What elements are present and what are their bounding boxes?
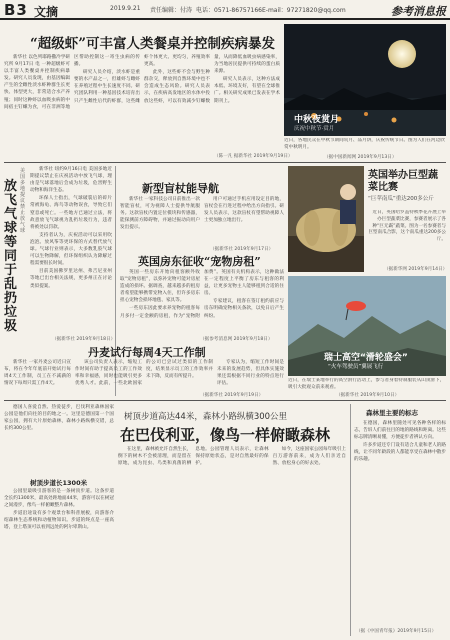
headline-pet-rent: 英国房东征收“宠物房租” xyxy=(138,255,261,268)
headline-tree-main: 在巴伐利亚，像鸟一样俯瞰森林 xyxy=(120,426,331,444)
photo-swiss-subtitle: “火车驾驶员”翼展飞行 xyxy=(328,364,384,370)
paragraph: 该公司负责人表示，缩短工作时间有助于提高员工的工作效率和幸福感，同时也能吸引更多优秀人才。此前，一些北欧国家的公司已尝试过类似的工作制度，结果显示员工的工作效率并未下降，反而有所提升。 xyxy=(75,360,213,387)
article-tree-body-1 xyxy=(4,488,114,638)
headline-superbug: “超级虾”可丰富人类餐桌并控制疾病暴发 xyxy=(30,36,276,52)
byline-vegetable: （据新华网 2019年9月14日） xyxy=(384,267,448,272)
paragraph: 新华社 纽约9月16日电 美国多地近期提议禁止在庆祝活动中放飞气球，理由是气球落地后会成为垃圾，危害野生动物和海洋生态。 xyxy=(30,167,112,194)
masthead-logo: 参考消息报 xyxy=(391,5,446,18)
byline-balloon: （据新华社 2019年9月18日） xyxy=(52,337,116,342)
headline-balloon: 放飞气球等同于乱扔垃圾 xyxy=(4,179,18,334)
paragraph: 一些房东因此要求养宠物的租客每月多付一定金额的房租，作为“宠物附加费”。英国有关机构表示，这种做法在一定程度上平衡了房东与租客的利益，让更多宠物主人能够租到合适的住房。 xyxy=(120,270,284,319)
byline-fourday: （据新华社 2019年9月19日） xyxy=(200,393,264,398)
side-title: 森林里主要的标志 xyxy=(366,409,418,417)
paragraph: 此外，这些虾不会与野生种群杂交，释放到自然环境中也不会造成生态风险。研究人员表示，在疾病高发地区的水体中投放这些虾，可以有效减少钉螺数量，从而降低血吸虫病感染率，为当地居民提供可持续的蛋白质来源。 xyxy=(144,55,280,104)
photo-swiss xyxy=(288,276,446,376)
paragraph: 新华社 一家丹麦公司近日宣布，将在今年年底前开始试行每周4天工作制，员工在不减薪的情况下每周只需工作4天。 xyxy=(4,360,71,387)
subheadline-balloon: 美国多地提议禁止放气球 xyxy=(20,168,26,234)
article-tree-side-body xyxy=(354,420,446,626)
paragraph: 在这里，森林被允许自然生长，倒下的树木不会被清理，而是留在原地，成为昆虫、鸟类和真菌的栖息地。公园管理人员表示，让森林保持原始状态，是对自然最好的保护。 xyxy=(118,447,269,467)
byline-superbug: （陈一凡 据新华社 2019年9月19日） xyxy=(214,154,293,159)
section-label-tree: 树顶步道长1300米 xyxy=(30,479,88,487)
paragraph: 用户可通过手机应用设定目的地，盲杖会在行进过程中给出方向指引。研发人员表示，这款盲杖有望帮助视障人士更加独立地出行。 xyxy=(204,197,284,224)
paragraph: 环保人士指出，气球破裂后的碎片常被海龟、海鸟等动物误食，导致它们窒息或死亡。一些地方已通过立法，将故意放飞气球视为乱扔垃圾行为，违者将被处以罚款。 xyxy=(30,196,112,230)
page-code: B3 xyxy=(4,1,28,19)
paragraph: 英国一些房东开始向租客额外收取“宠物房租”，以弥补宠物可能对房屋造成的损坏。据调查，越来越多的租房者希望能够携带宠物入住，但许多房东担心宠物会损坏地毯、家具等。 xyxy=(120,270,200,304)
subheadline-vegetable: “巨苹南瓜”重达200多公斤 xyxy=(368,196,434,202)
paragraph: 专家建议，租客在签订租约前应与房东明确宠物相关条款，以免日后产生纠纷。 xyxy=(204,299,284,319)
photo-moon-subtitle: 庆祝中秋节·赏月 xyxy=(294,126,335,132)
byline-cane: （据新华社 2019年9月17日） xyxy=(210,247,274,252)
article-balloon-body xyxy=(30,166,112,334)
paragraph: 步道沿途设有多个观景台和科普展板，向游客介绍森林生态系统和动植物知识。步道的终点是一座高塔，登上塔顶可以看到远处的阿尔卑斯山。 xyxy=(4,511,114,531)
editor: 责任编辑：付涛 xyxy=(150,7,193,14)
paragraph: 研究人员介绍，淡水虾是重要的水产品之一，但雄虾与雌虾在养殖过程中生长速度不同。研究团队利用一种基因技术培育出只产生雌性后代的虾群，这些雌虾个体更大、更均匀，养殖效率更高。 xyxy=(74,55,210,104)
column-divider xyxy=(350,404,351,636)
photo-moon xyxy=(284,24,446,136)
article-cane-body xyxy=(120,196,284,244)
giant-pumpkin-image xyxy=(288,166,364,272)
paragraph: 支持者认为，庆祝活动可以采用吹泡泡、放风筝等更环保的方式替代放气球。气球行业则表示，大多数乳胶气球可以生物降解，但环保组织认为降解过程需要很长时间。 xyxy=(30,232,112,267)
paragraph: 专家认为，缩短工作时间是未来的发展趋势，但具体实施效果还需根据不同行业的特点进行评估。 xyxy=(217,360,284,387)
paragraph: 研究人员表示，这种方法成本低、环境友好，有望在全球推广。相关研究成果已发表在学术期刊上。 xyxy=(214,77,280,104)
issue-date: 2019.9.21 xyxy=(110,5,141,12)
divider xyxy=(4,162,446,163)
article-superbug-body xyxy=(4,54,280,158)
headline-fourday: 丹麦试行每周4天工作制 xyxy=(88,346,206,359)
paragraph: 许多步道还专门设有适合儿童和老人的路线，让不同年龄段的人都能享受在森林中散步的乐趣。 xyxy=(354,443,446,463)
caption-moon: 近日，各地民众在中秋节期间赏月、品月饼，庆祝传统节日。图为人们在河边欣赏中秋明月。 xyxy=(284,138,445,150)
photo-vegetable xyxy=(288,166,364,272)
byline-swiss: （据新华社 2019年9月10日） xyxy=(336,393,400,398)
paragraph: 新华社 一家科技公司日前推出一款智能盲杖，可为视障人士提供导航服务。这款盲杖内置定位模块和传感器，能探测前方障碍物，并通过振动向用户发出提示。 xyxy=(120,197,200,231)
headline-cane: 新型盲杖能导航 xyxy=(142,182,219,195)
paragraph: 目前美国佛罗里达州、弗吉尼亚州等地已出台相关法规，更多州正在讨论类似提案。 xyxy=(30,269,112,289)
byline-moon: （据中国新闻网 2019年9月13日） xyxy=(324,155,397,160)
paragraph: 如今，这座国家公园每年吸引上百万游客前来，成为人们亲近自然、放松身心的好去处。 xyxy=(272,447,346,467)
byline-tree: （据《中国青年报》2019年9月15日） xyxy=(356,629,437,634)
article-tree-body-2 xyxy=(118,446,346,636)
headline-vegetable xyxy=(368,170,446,194)
headline-tree-upper: 树顶步道高达44米，森林小路纵横300公里 xyxy=(124,412,288,422)
photo-swiss-title: 瑞士高空“滑轮盛会” xyxy=(324,353,408,363)
paragraph: 在德国，森林里随处可见各种各样的标志，告诉人们前往目的地的路线和距离。这些标志牌清晰易懂，方便徒步者辨认方向。 xyxy=(354,421,446,441)
article-pet-rent-body xyxy=(120,269,284,335)
divider xyxy=(4,400,446,401)
section-name: 文摘 xyxy=(34,5,59,19)
page-header xyxy=(0,0,450,20)
phone: 电话：0571-86757166 xyxy=(196,7,262,14)
paragraph: 新华社 以色列耶路撒冷学研究所 9月17日 电 一种超级虾可以丰富人类餐桌并控制疾病暴发。研究人员发现，由基因编辑产生的全雌性淡水虾种群生长更快、体型更大，非常适合水产养殖；同时这种虾以血吸虫病的中间宿主钉螺为食，可在非洲等地区帮助控制这一寄生虫病的传播。 xyxy=(4,55,140,110)
caption-swiss: 近日，在瑞士某地举行的高空滑行活动上，参与者身着特制服装从山顶滑下，吸引大批观众前来观看。 xyxy=(288,378,445,390)
email: E-mail：97271820@qq.com xyxy=(262,7,346,14)
caption-vegetable: 近日，英国哈罗盖特秋季花卉展上举办巨型蔬菜比赛，参赛者展示了各种“巨无霸”蔬菜。图为一名参赛者与巨型南瓜合影，这个南瓜重达200多公斤。 xyxy=(368,210,446,243)
photo-moon-title: 中秋夜赏月 xyxy=(294,115,340,125)
headline-vegetable-text: 英国举办巨型蔬菜比赛 xyxy=(368,170,438,193)
paragraph: 德国人喜爱自然、热爱徒步，巴伐利亚森林国家公园是他们向往的目的地之一。这里是德国第一个国家公园，拥有大片原始森林，森林小路纵横交错，总长约300公里。 xyxy=(4,405,114,432)
paragraph: 公园里最吸引游客的是一条树顶步道。这条步道全长约1300米，最高处距地面44米，游客可以在树冠之间漫步，像鸟一样俯瞰整片森林。 xyxy=(4,489,114,509)
article-tree-intro xyxy=(4,404,114,488)
byline-pet-rent: （据参考消息网 2019年9月18日） xyxy=(200,337,273,342)
